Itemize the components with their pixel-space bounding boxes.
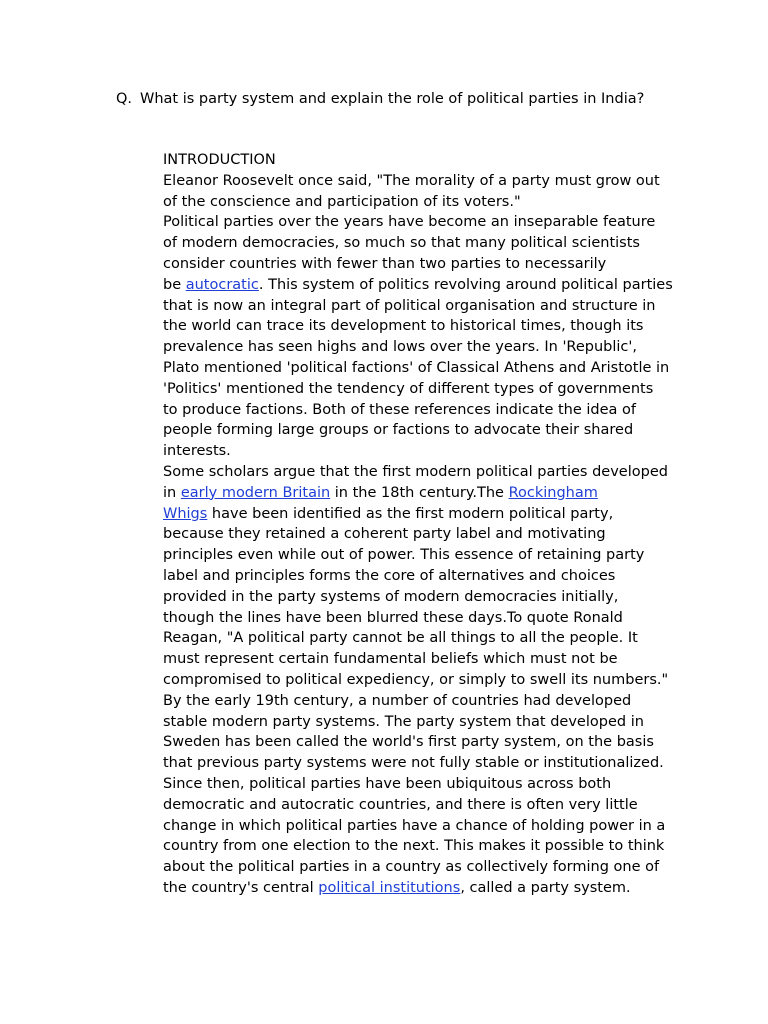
text-run: because they retained a coherent party label and motivating bbox=[163, 526, 606, 543]
text-line bbox=[163, 566, 703, 587]
text-line bbox=[163, 150, 703, 171]
text-line bbox=[163, 857, 703, 878]
text-line bbox=[163, 816, 703, 837]
text-run: Sweden has been called the world's first party system, on the basis bbox=[163, 734, 654, 751]
hyperlink[interactable]: early modern Britain bbox=[180, 484, 331, 501]
text-line bbox=[163, 192, 703, 213]
text-run: though the lines have been blurred these days.To quote Ronald bbox=[163, 609, 623, 626]
text-run: principles even while out of power. This essence of retaining party bbox=[163, 547, 645, 564]
text-run: Reagan, "A political party cannot be all things to all the people. It bbox=[163, 630, 638, 647]
text-line bbox=[163, 524, 703, 545]
text-run: that is now an integral part of political organisation and structure in bbox=[163, 297, 656, 314]
hyperlink[interactable]: political institutions bbox=[318, 879, 461, 896]
text-run: By the early 19th century, a number of countries had developed bbox=[163, 692, 632, 709]
text-line bbox=[163, 462, 703, 483]
text-run: interests. bbox=[163, 443, 231, 460]
text-run: Some scholars argue that the first modern political parties developed bbox=[163, 463, 668, 480]
text-line bbox=[163, 649, 703, 670]
text-line bbox=[163, 400, 703, 421]
text-run: of the conscience and participation of its voters." bbox=[163, 193, 521, 210]
text-line bbox=[163, 171, 703, 192]
text-line bbox=[163, 296, 703, 317]
text-line bbox=[163, 483, 703, 504]
text-run: 'Politics' mentioned the tendency of different types of governments bbox=[163, 380, 654, 397]
text-line bbox=[163, 753, 703, 774]
text-run: to produce factions. Both of these references indicate the idea of bbox=[163, 401, 637, 418]
text-line bbox=[163, 233, 703, 254]
text-run: compromised to political expediency, or simply to swell its numbers." bbox=[163, 671, 669, 688]
text-run: of modern democracies, so much so that many political scientists bbox=[163, 235, 640, 252]
text-run: in the 18th century.The bbox=[330, 484, 509, 501]
text-line bbox=[163, 379, 703, 400]
text-run: in bbox=[163, 484, 181, 501]
question-marker: Q. bbox=[116, 91, 133, 107]
text-line bbox=[163, 774, 703, 795]
text-line bbox=[163, 545, 703, 566]
text-run: people forming large groups or factions to advocate their shared bbox=[163, 422, 634, 439]
text-line bbox=[163, 441, 703, 462]
text-line bbox=[163, 587, 703, 608]
text-run: country from one election to the next. This makes it possible to think bbox=[163, 838, 665, 855]
text-run: Eleanor Roosevelt once said, "The morality of a party must grow out bbox=[163, 172, 660, 189]
text-line bbox=[163, 878, 703, 899]
text-line bbox=[163, 212, 703, 233]
text-run: be bbox=[163, 276, 186, 293]
text-line bbox=[163, 420, 703, 441]
text-line bbox=[163, 691, 703, 712]
text-line bbox=[163, 795, 703, 816]
text-run: INTRODUCTION bbox=[163, 152, 276, 168]
text-line bbox=[163, 316, 703, 337]
question-text: What is party system and explain the role of political parties in India? bbox=[140, 91, 645, 107]
text-run: Since then, political parties have been ubiquitous across both bbox=[163, 775, 612, 792]
text-run: consider countries with fewer than two parties to necessarily bbox=[163, 255, 607, 272]
text-run: stable modern party systems. The party system that developed in bbox=[163, 713, 644, 730]
text-line bbox=[163, 608, 703, 629]
text-line bbox=[163, 275, 703, 296]
text-line bbox=[163, 358, 703, 379]
text-line bbox=[163, 504, 703, 525]
text-line bbox=[163, 628, 703, 649]
text-line bbox=[163, 732, 703, 753]
hyperlink[interactable]: Whigs bbox=[163, 505, 208, 522]
text-run: provided in the party systems of modern democracies initially, bbox=[163, 588, 619, 605]
text-run: have been identified as the first modern political party, bbox=[207, 505, 614, 522]
text-line bbox=[163, 670, 703, 691]
text-run: the country's central bbox=[163, 879, 319, 896]
text-run: Plato mentioned 'political factions' of Classical Athens and Aristotle in bbox=[163, 359, 670, 376]
text-line bbox=[163, 254, 703, 275]
text-run: Political parties over the years have become an inseparable feature bbox=[163, 214, 656, 231]
text-run: , called a party system. bbox=[460, 879, 631, 896]
answer-body bbox=[163, 150, 703, 899]
hyperlink[interactable]: Rockingham bbox=[508, 484, 598, 501]
hyperlink[interactable]: autocratic bbox=[185, 276, 259, 293]
text-run: about the political parties in a country as collectively forming one of bbox=[163, 859, 660, 876]
text-line bbox=[163, 337, 703, 358]
text-run: must represent certain fundamental beliefs which must not be bbox=[163, 651, 618, 668]
text-run: prevalence has seen highs and lows over the years. In 'Republic', bbox=[163, 339, 637, 356]
text-run: that previous party systems were not fully stable or institutionalized. bbox=[163, 755, 664, 772]
text-run: change in which political parties have a chance of holding power in a bbox=[163, 817, 666, 834]
text-line bbox=[163, 836, 703, 857]
text-run: democratic and autocratic countries, and there is often very little bbox=[163, 796, 638, 813]
question-heading bbox=[116, 89, 736, 109]
text-run: label and principles forms the core of alternatives and choices bbox=[163, 567, 616, 584]
text-run: . This system of politics revolving around political parties bbox=[258, 276, 673, 293]
text-run: the world can trace its development to historical times, though its bbox=[163, 318, 644, 335]
text-line bbox=[163, 712, 703, 733]
